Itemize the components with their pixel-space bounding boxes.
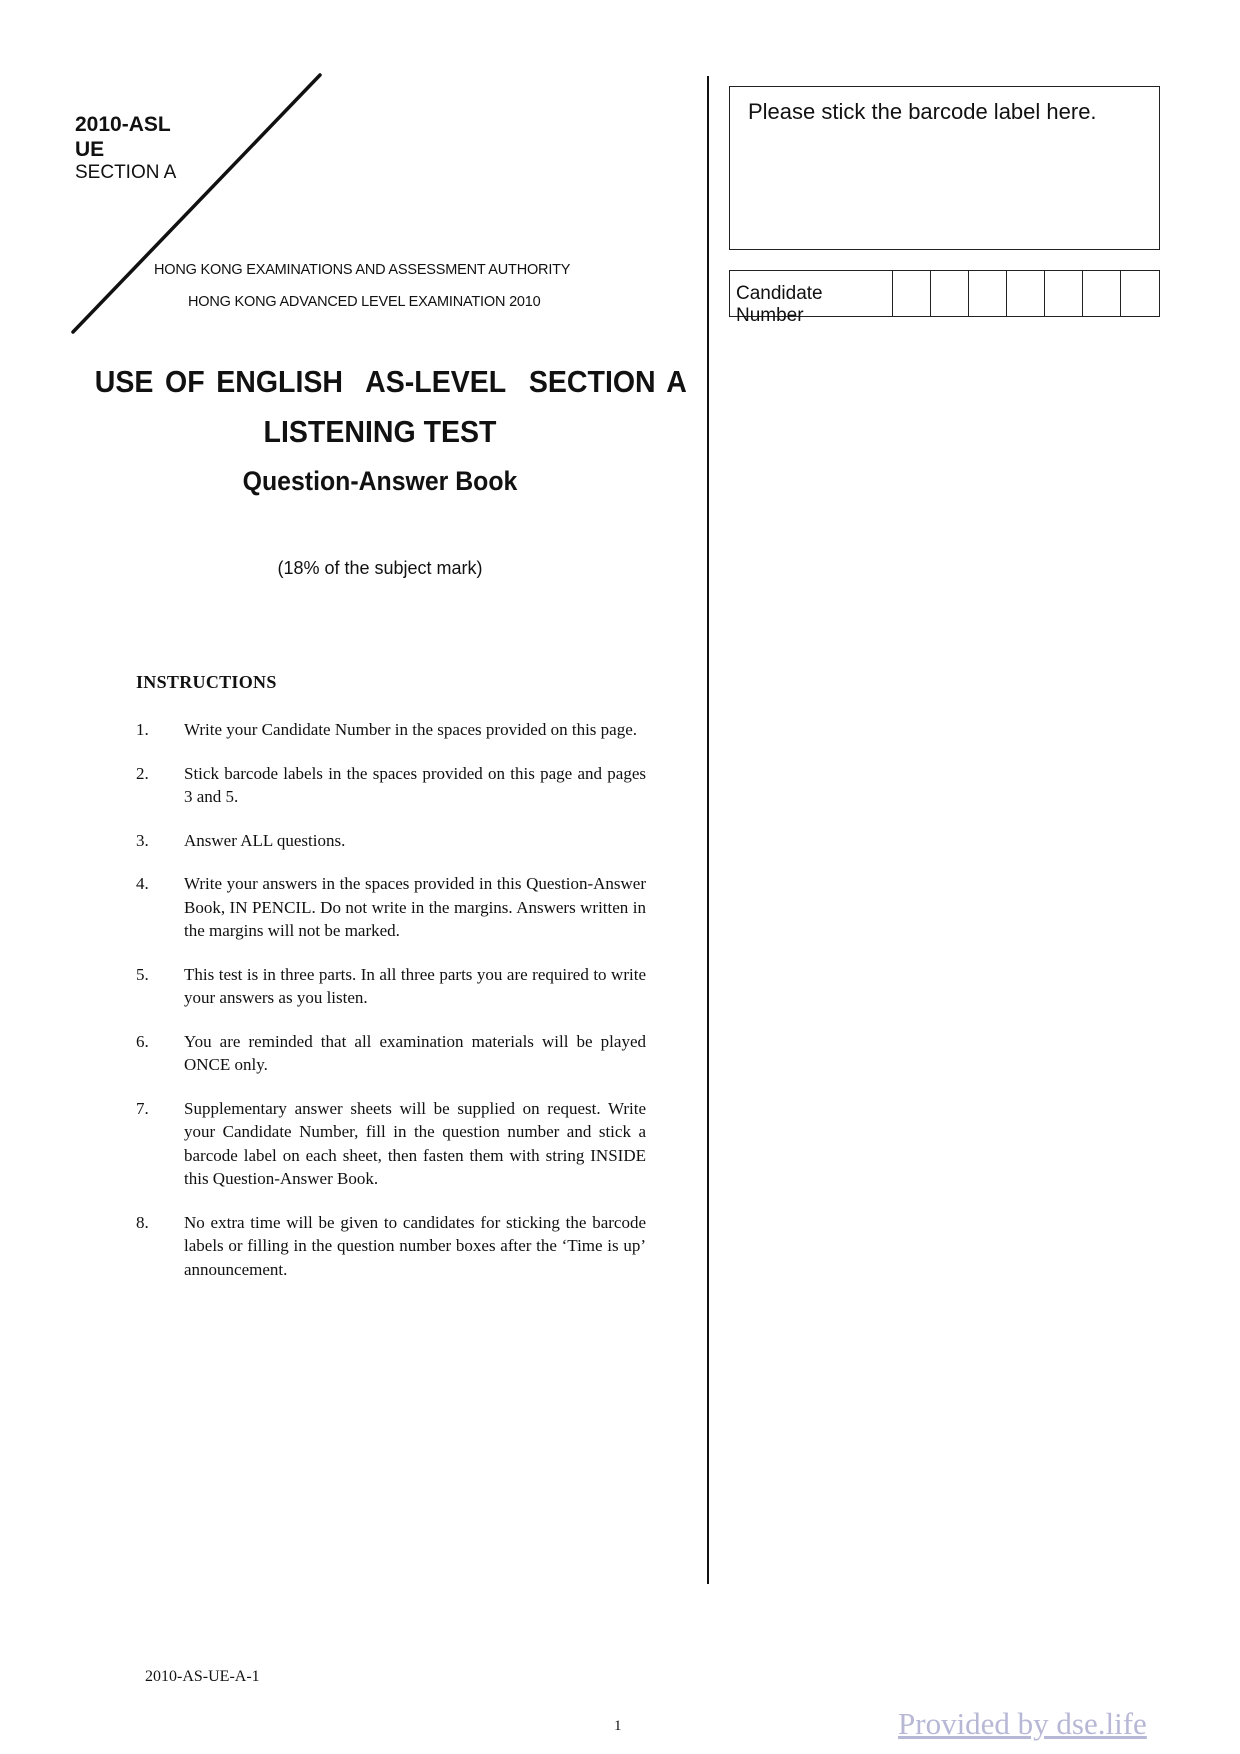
instructions-heading: INSTRUCTIONS	[136, 672, 277, 692]
page-divider	[707, 76, 709, 1584]
paper-title: USE OF ENGLISH AS-LEVEL SECTION A	[94, 364, 687, 399]
instruction-text: Answer ALL questions.	[184, 830, 346, 850]
instruction-item	[136, 718, 646, 742]
candidate-digit-cell[interactable]	[1045, 271, 1083, 316]
candidate-digit-cell[interactable]	[931, 271, 969, 316]
instruction-number: 7.	[136, 1098, 149, 1118]
instruction-number: 3.	[136, 830, 149, 850]
instruction-text: This test is in three parts. In all three parts you are required to write your answers as you listen.	[184, 964, 646, 1007]
instruction-text: Supplementary answer sheets will be supplied on request. Write your Candidate Number, fill in the question number and stick a barcode label on each sheet, then fasten them with string INSIDE this Question-Answer Book.	[184, 1098, 646, 1188]
instruction-number: 2.	[136, 763, 149, 783]
instruction-text: You are reminded that all examination materials will be played ONCE only.	[184, 1031, 646, 1074]
instruction-item	[136, 1211, 646, 1282]
candidate-digit-cell[interactable]	[1121, 271, 1159, 316]
instruction-number: 6.	[136, 1031, 149, 1051]
barcode-label: Please stick the barcode label here.	[748, 99, 1097, 124]
page-number: 1	[614, 1718, 622, 1734]
instruction-item	[136, 963, 646, 1010]
instruction-item	[136, 872, 646, 943]
candidate-number-box	[729, 270, 1160, 326]
candidate-digit-cell[interactable]	[1007, 271, 1045, 316]
instruction-item	[136, 1097, 646, 1191]
instruction-text: Write your Candidate Number in the spaces provided on this page.	[184, 720, 637, 739]
instruction-number: 4.	[136, 874, 149, 893]
instruction-number: 5.	[136, 964, 149, 984]
instructions-list	[136, 718, 646, 1301]
candidate-number-label: Candidate Number	[730, 271, 893, 316]
barcode-box	[729, 86, 1160, 250]
instruction-text: Write your answers in the spaces provided in this Question-Answer Book, IN PENCIL. Do not write in the margins. Answers written in the margins will not be marked.	[184, 874, 646, 940]
candidate-digit-cell[interactable]	[893, 271, 931, 316]
candidate-digit-cell[interactable]	[969, 271, 1007, 316]
subject-mark: (18% of the subject mark)	[277, 558, 483, 578]
instruction-item	[136, 829, 646, 853]
instruction-text: Stick barcode labels in the spaces provided on this page and pages 3 and 5.	[184, 763, 646, 806]
footer-paper-code: 2010-AS-UE-A-1	[145, 1668, 260, 1685]
paper-code-year: 2010-ASL	[75, 113, 171, 136]
instruction-number: 1.	[136, 720, 149, 739]
paper-code-section: SECTION A	[75, 162, 177, 184]
instruction-item	[136, 1030, 646, 1077]
authority-name: HONG KONG EXAMINATIONS AND ASSESSMENT AUTHORITY	[154, 262, 571, 278]
test-name: LISTENING TEST	[263, 414, 497, 449]
book-name: Question-Answer Book	[242, 466, 518, 496]
instruction-number: 8.	[136, 1212, 149, 1232]
exam-name: HONG KONG ADVANCED LEVEL EXAMINATION 2010	[188, 294, 541, 310]
instruction-text: No extra time will be given to candidates for sticking the barcode labels or filling in the question number boxes after the ‘Time is up’ announcement.	[184, 1212, 646, 1279]
instruction-item	[136, 762, 646, 809]
credit-link[interactable]: Provided by dse.life	[898, 1706, 1147, 1741]
candidate-digit-cell[interactable]	[1083, 271, 1121, 316]
paper-code-subject: UE	[75, 138, 105, 162]
